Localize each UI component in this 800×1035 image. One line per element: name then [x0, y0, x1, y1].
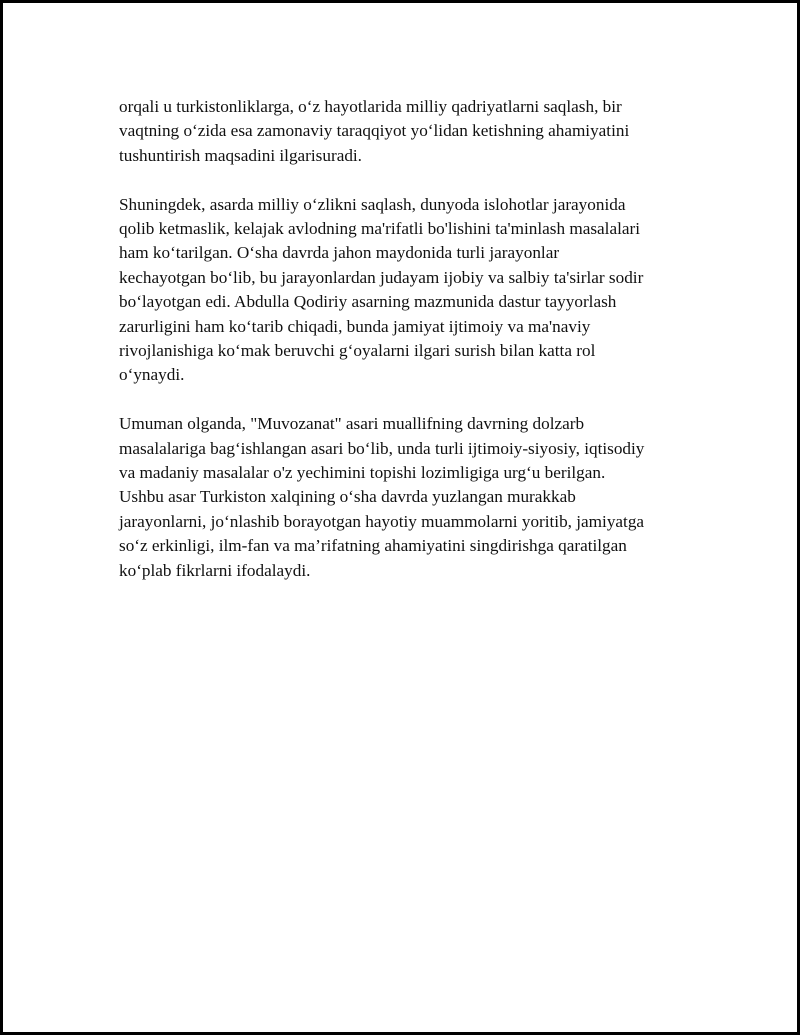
text-line: zarurligini ham ko‘tarib chiqadi, bunda jamiyat ijtimoiy va ma'naviy [119, 316, 591, 336]
text-line: tushuntirish maqsadini ilgarisuradi. [119, 145, 362, 165]
paragraph-3 [119, 412, 699, 583]
text-line: bo‘layotgan edi. Abdulla Qodiriy asarning mazmunida dastur tayyorlash [119, 292, 617, 312]
text-line: Ushbu asar Turkiston xalqining o‘sha davrda yuzlangan murakkab [119, 487, 576, 507]
text-line: qolib ketmaslik, kelajak avlodning ma'rifatli bo'lishini ta'minlash masalalari [119, 219, 640, 239]
text-line: ham ko‘tarilgan. O‘sha davrda jahon maydonida turli jarayonlar [119, 243, 560, 263]
text-line: ko‘plab fikrlarni ifodalaydi. [119, 560, 311, 580]
text-line: orqali u turkistonliklarga, o‘z hayotlarida milliy qadriyatlarni saqlash, bir [119, 97, 622, 116]
text-line: Shuningdek, asarda milliy o‘zlikni saqlash, dunyoda islohotlar jarayonida [119, 194, 626, 214]
document-body [119, 95, 699, 607]
text-line: so‘z erkinligi, ilm-fan va ma’rifatning ahamiyatini singdirishga qaratilgan [119, 536, 627, 556]
paragraph-1 [119, 95, 699, 168]
text-line: o‘ynaydi. [119, 365, 185, 385]
text-line: rivojlanishiga ko‘mak beruvchi g‘oyalarni ilgari surish bilan katta rol [119, 341, 596, 361]
text-line: kechayotgan bo‘lib, bu jarayonlardan judayam ijobiy va salbiy ta'sirlar sodir [119, 267, 644, 287]
paragraph-2 [119, 193, 699, 388]
text-line: masalalariga bag‘ishlangan asari bo‘lib, unda turli ijtimoiy-siyosiy, iqtisodiy [119, 438, 645, 458]
text-line: jarayonlarni, jo‘nlashib borayotgan hayotiy muammolarni yoritib, jamiyatga [119, 511, 645, 531]
text-line: va madaniy masalalar o'z yechimini topishi lozimligiga urg‘u berilgan. [119, 463, 606, 483]
text-line: Umuman olganda, "Muvozanat" asari muallifning davrning dolzarb [119, 414, 585, 434]
text-line: vaqtning o‘zida esa zamonaviy taraqqiyot yo‘lidan ketishning ahamiyatini [119, 121, 630, 141]
